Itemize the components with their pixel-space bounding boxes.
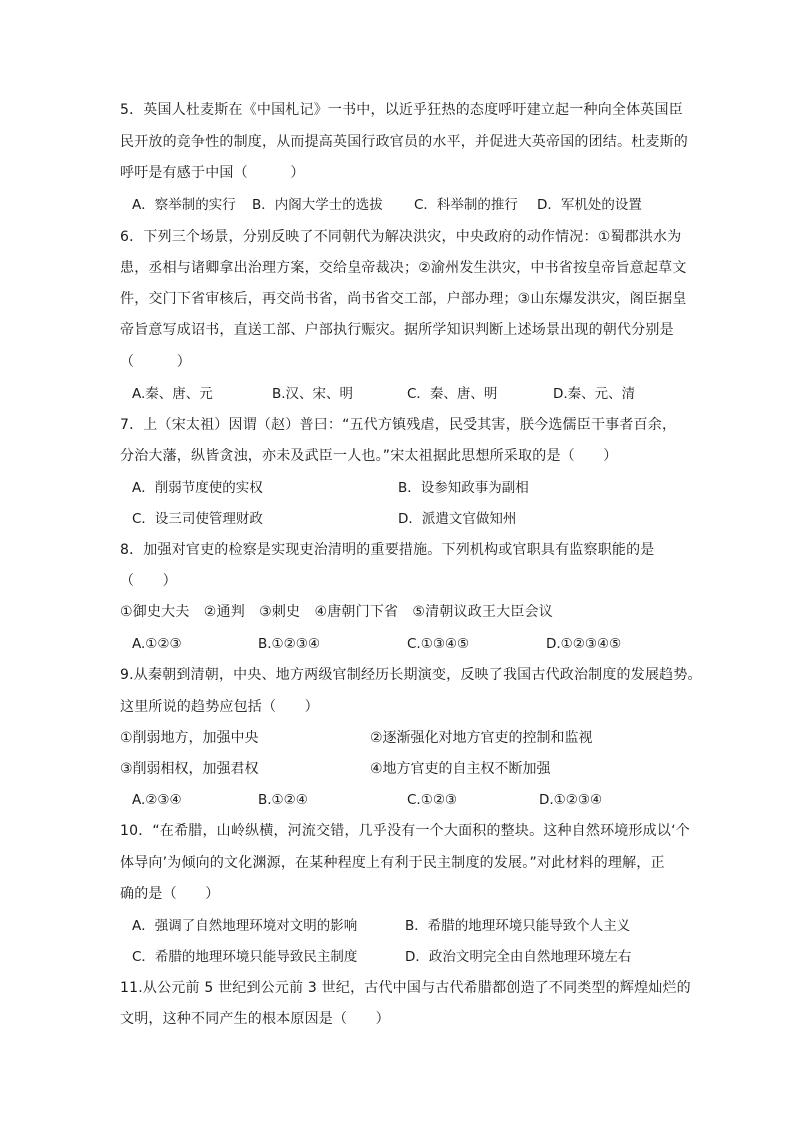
q9-option-a[interactable]: A.②③④ — [132, 792, 182, 808]
q5-stem-line-1: 5．英国人杜麦斯在《中国札记》一书中，以近乎狂热的态度呼吁建立起一种向全体英国臣 — [120, 102, 683, 118]
q7-option-c[interactable]: C．设三司使管理财政 — [132, 511, 263, 527]
q9-stem-line-1: 9.从秦朝到清朝，中央、地方两级官制经历长期演变，反映了我国古代政治制度的发展趋势。 — [120, 667, 702, 683]
q8-stem-line-1: 8．加强对官吏的检察是实现吏治清明的重要措施。下列机构或官职具有监察职能的是 — [120, 542, 655, 558]
q9-option-b[interactable]: B.①②④ — [258, 792, 308, 808]
q9-option-d[interactable]: D.①②③④ — [539, 792, 603, 808]
q10-stem-line-1: 10．“在希腊，山岭纵横，河流交错，几乎没有一个大面积的整块。这种自然环境形成以‘个 — [120, 823, 690, 839]
q9-option-c[interactable]: C.①②③ — [407, 792, 458, 808]
q7-stem-line-2: 分治大藩，纵皆贪浊，亦未及武臣一人也。”宋太祖据此思想所采取的是（ ） — [120, 448, 618, 464]
q6-option-d[interactable]: D.秦、元、清 — [553, 386, 636, 402]
q11-stem-line-2: 文明，这种不同产生的根本原因是（ ） — [120, 1011, 390, 1027]
q8-option-b[interactable]: B.①②③④ — [258, 636, 320, 652]
q9-item-3: ③削弱相权，加强君权 — [120, 761, 259, 777]
q5-option-c[interactable]: C．科举制的推行 — [414, 197, 518, 213]
q6-stem-line-4: 帝旨意写成诏书，直送工部、户部执行赈灾。据所学知识判断上述场景出现的朝代分别是 — [120, 322, 674, 338]
q5-option-b[interactable]: B．内阁大学士的选拔 — [252, 197, 383, 213]
q7-option-d[interactable]: D．派遣文官做知州 — [398, 511, 517, 527]
q8-option-c[interactable]: C.①③④⑤ — [407, 636, 470, 652]
q6-stem-line-2: 患，丞相与诸卿拿出治理方案，交给皇帝裁决；②渝州发生洪灾，中书省按皇帝旨意起草文 — [120, 260, 687, 276]
q10-option-d[interactable]: D．政治文明完全由自然地理环境左右 — [405, 949, 632, 965]
q10-option-b[interactable]: B．希腊的地理环境只能导致个人主义 — [405, 918, 631, 934]
q8-option-d[interactable]: D.①②③④⑤ — [546, 636, 622, 652]
q7-option-a[interactable]: A．削弱节度使的实权 — [132, 480, 263, 496]
q8-option-a[interactable]: A.①②③ — [132, 636, 182, 652]
q10-stem-line-2: 体导向’为倾向的文化渊源，在某种程度上有利于民主制度的发展。”对此材料的理解，正 — [120, 855, 665, 871]
q6-option-a[interactable]: A.秦、唐、元 — [132, 386, 213, 402]
q7-stem-line-1: 7．上（宋太祖）因谓（赵）普曰：“五代方镇残虐，民受其害，朕今选儒臣干事者百余， — [120, 417, 677, 433]
q11-stem-line-1: 11.从公元前 5 世纪到公元前 3 世纪，古代中国与古代希腊都创造了不同类型的辉煌灿烂的 — [120, 980, 691, 996]
q5-option-d[interactable]: D．军机处的设置 — [537, 197, 642, 213]
q10-option-a[interactable]: A．强调了自然地理环境对文明的影响 — [132, 918, 358, 934]
q6-stem-line-1: 6．下列三个场景，分别反映了不同朝代为解决洪灾，中央政府的动作情况：①蜀郡洪水为 — [120, 229, 682, 245]
q6-option-b[interactable]: B.汉、宋、明 — [272, 386, 354, 402]
q7-option-b[interactable]: B．设参知政事为副相 — [398, 480, 529, 496]
q6-option-c[interactable]: C．秦、唐、明 — [407, 386, 498, 402]
q9-item-4: ④地方官吏的自主权不断加强 — [370, 761, 551, 777]
q9-item-2: ②逐渐强化对地方官吏的控制和监视 — [370, 730, 593, 746]
q6-stem-line-3: 件，交门下省审核后，再交尚书省，尚书省交工部，户部办理；③山东爆发洪灾，阁臣据皇 — [120, 291, 687, 307]
q8-items: ①御史大夫 ②通判 ③刺史 ④唐朝门下省 ⑤清朝议政王大臣会议 — [120, 604, 553, 620]
q6-stem-line-5: （ ） — [120, 354, 191, 370]
q9-item-1: ①削弱地方，加强中央 — [120, 730, 259, 746]
q5-option-a[interactable]: A．察举制的实行 — [132, 197, 236, 213]
q8-stem-line-2: （ ） — [120, 573, 177, 589]
q5-stem-line-2: 民开放的竞争性的制度，从而提高英国行政官员的水平，并促进大英帝国的团结。杜麦斯的 — [120, 134, 688, 150]
q10-option-c[interactable]: C．希腊的地理环境只能导致民主制度 — [132, 949, 358, 965]
q5-stem-line-3: 呼吁是有感于中国（ ） — [120, 165, 305, 181]
q9-stem-line-2: 这里所说的趋势应包括（ ） — [120, 699, 319, 715]
q10-stem-line-3: 确的是（ ） — [120, 886, 220, 902]
